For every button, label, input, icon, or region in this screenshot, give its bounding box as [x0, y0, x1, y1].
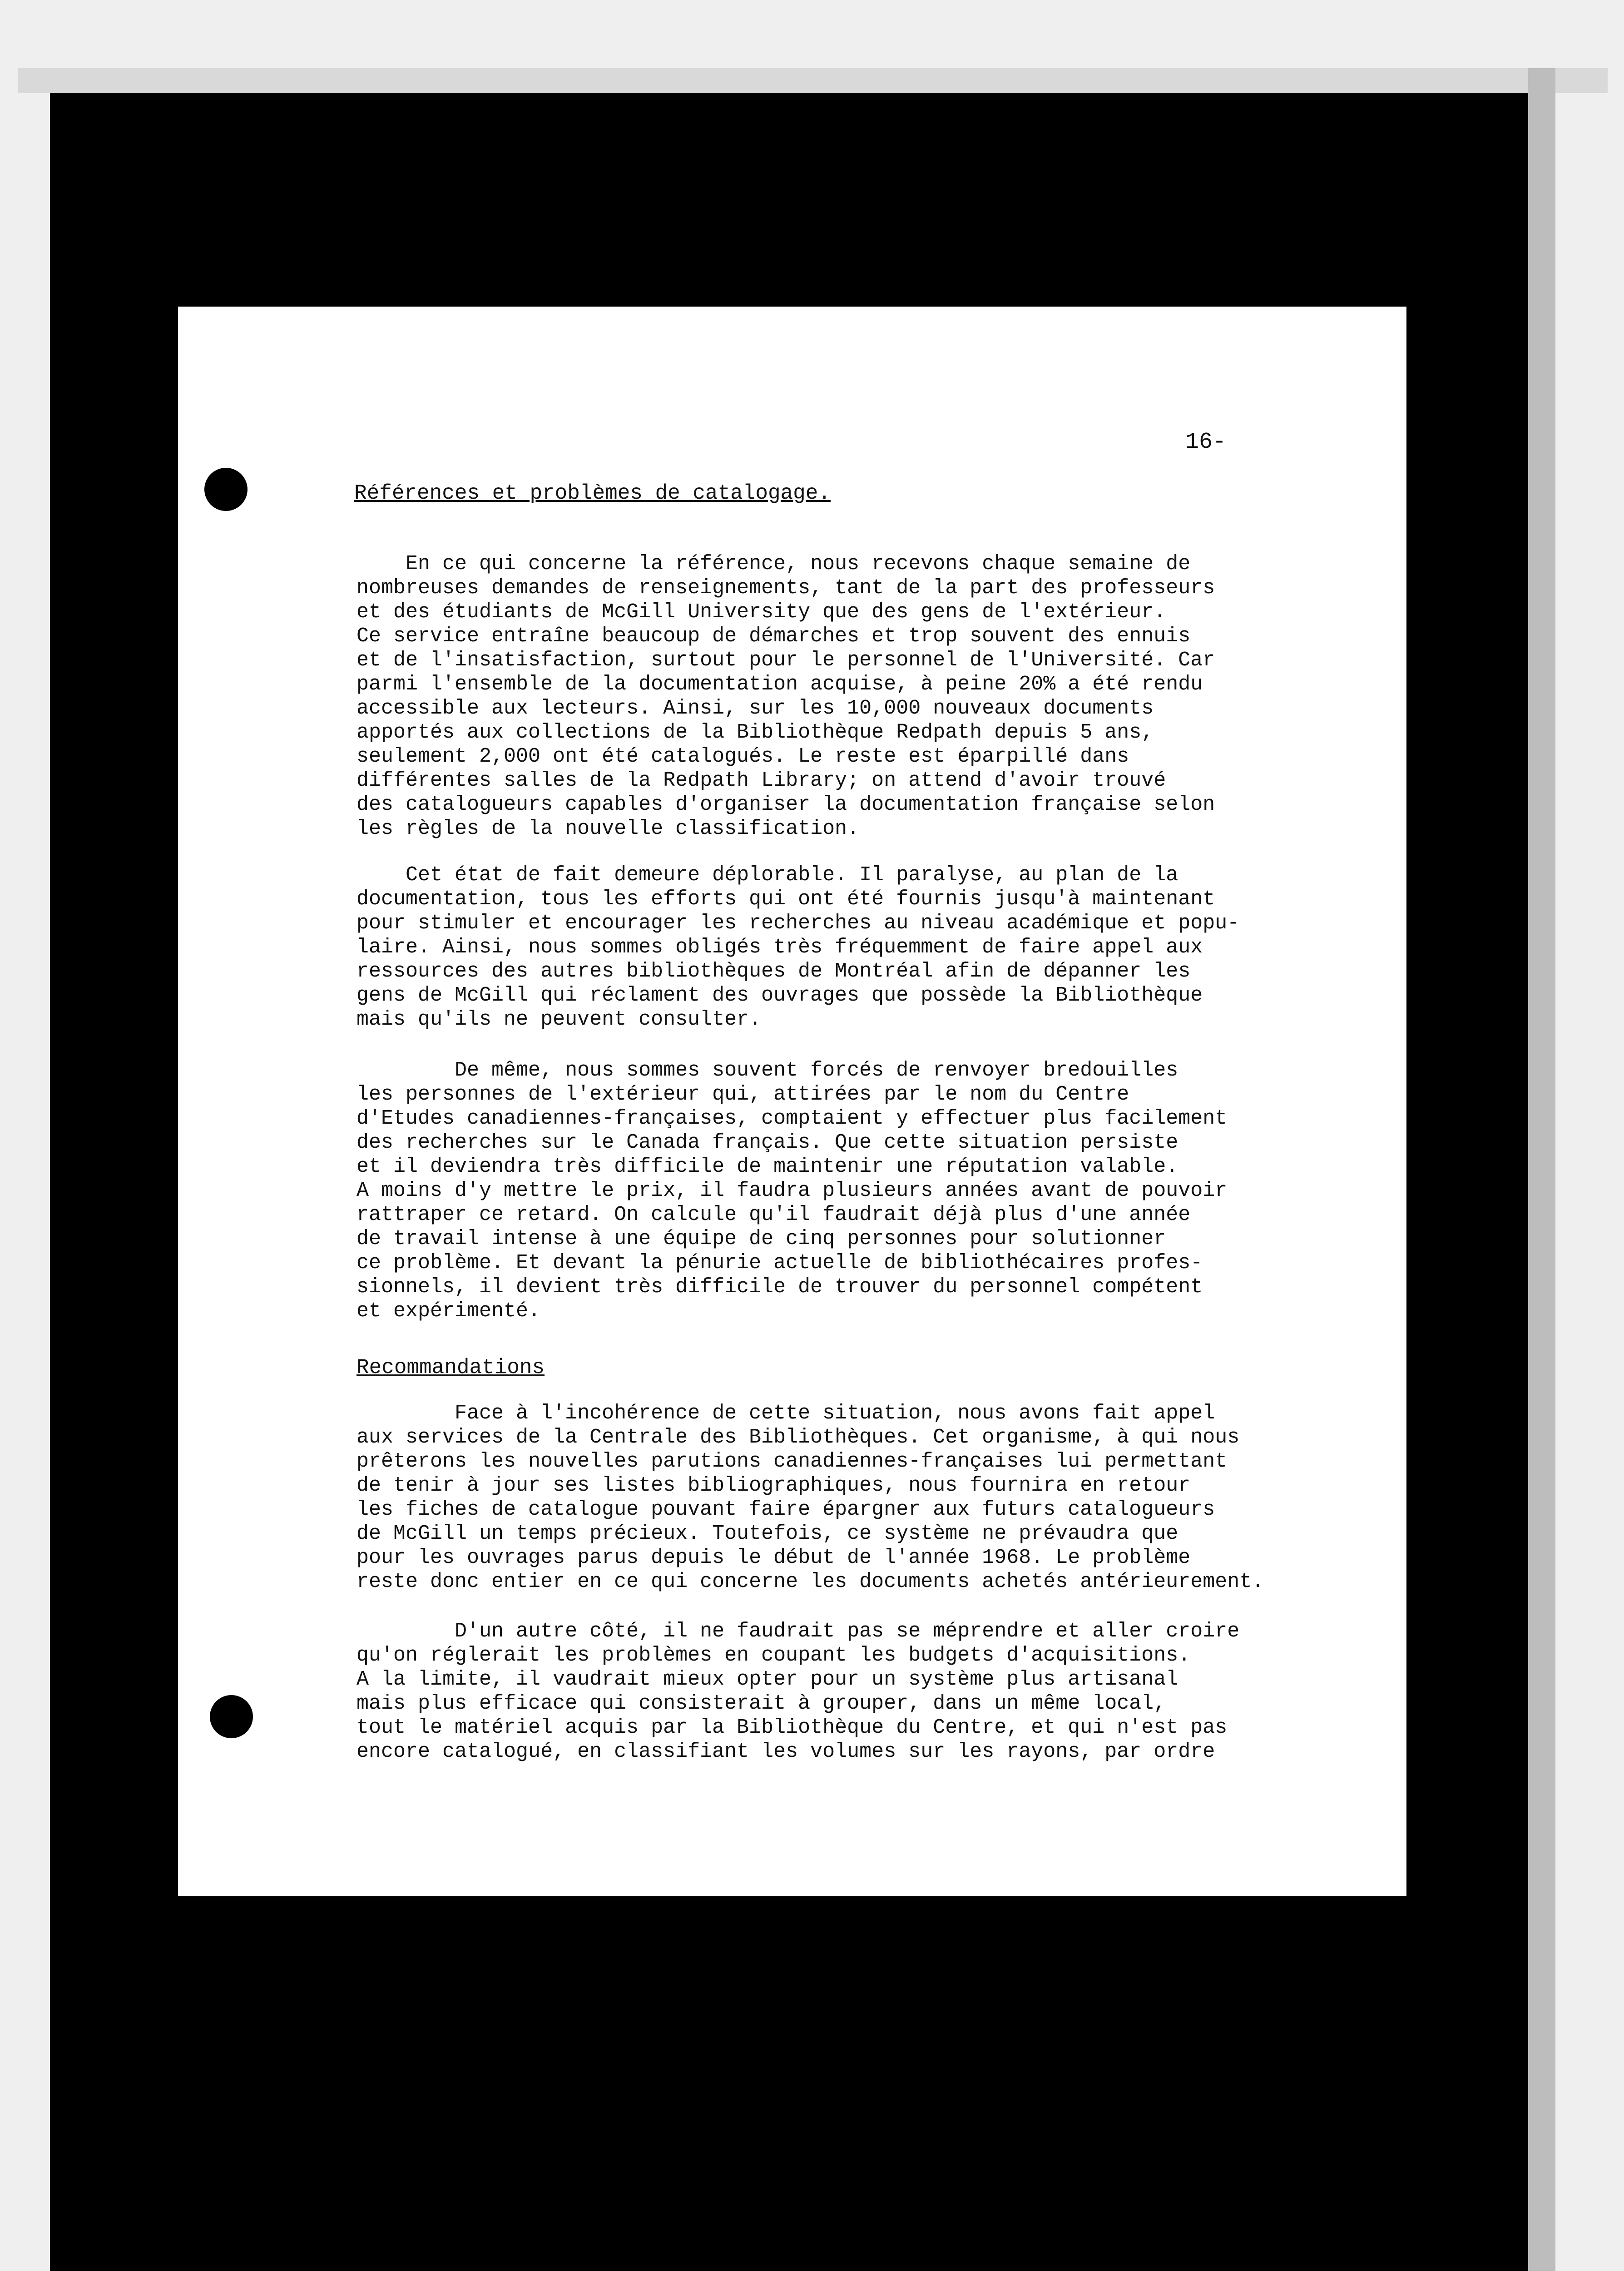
paragraph-budgets: D'un autre côté, il ne faudrait pas se méprendre et aller croire qu'on réglerait les problèmes en coupant les budgets d'acquisitions. A la limite, il vaudrait mieux opter pour un système plus artisanal mais plus efficace qui consisterait à grouper, dans un même local, tout le matériel acquis par la Bibliothèque du Centre, et qui n'est pas encore catalogué, en classifiant les volumes sur les rayons, par ordre: [356, 1620, 1240, 1763]
paragraph-centrale: Face à l'incohérence de cette situation, nous avons fait appel aux services de la Centrale des Bibliothèques. Cet organisme, à qui nous prêterons les nouvelles parutions canadiennes-françaises lui permettant de tenir à jour ses listes bibliographiques, nous fournira en retour les fiches de catalogue pouvant faire épargner aux futurs catalogueurs de McGill un temps précieux. Toutefois, ce système ne prévaudra que pour les ouvrages parus depuis le début de l'année 1968. Le problème reste donc entier en ce qui concerne les documents achetés antérieurement.: [356, 1402, 1264, 1593]
page-number: 16-: [1185, 429, 1227, 455]
film-top-edge: [18, 68, 1608, 93]
film-right-edge: [1528, 68, 1555, 2271]
paragraph-deplorable: Cet état de fait demeure déplorable. Il paralyse, au plan de la documentation, tous les efforts qui ont été fournis jusqu'à maintenant pour stimuler et encourager les recherches au niveau académique et popu- laire. Ainsi, nous sommes obligés très fréquemment de faire appel aux ressources des autres bibliothèques de Montréal afin de dépanner les gens de McGill qui réclament des ouvrages que possède la Bibliothèque mais qu'ils ne peuvent consulter.: [356, 863, 1240, 1031]
punch-hole-top: [204, 468, 248, 511]
punch-hole-bottom: [210, 1695, 253, 1738]
section-heading-recommandations: Recommandations: [356, 1356, 545, 1379]
section-heading-references: Références et problèmes de catalogage.: [354, 481, 831, 505]
paragraph-bredouilles: De même, nous sommes souvent forcés de renvoyer bredouilles les personnes de l'extérieur qui, attirées par le nom du Centre d'Etudes canadiennes-françaises, comptaient y effectuer plus facilement des recherches sur le Canada français. Que cette situation persiste et il deviendra très difficile de maintenir une réputation valable. A moins d'y mettre le prix, il faudra plusieurs années avant de pouvoir rattraper ce retard. On calcule qu'il faudrait déjà plus d'une année de travail intense à une équipe de cinq personnes pour solutionner ce problème. Et devant la pénurie actuelle de bibliothécaires profes- sionnels, il devient très difficile de trouver du personnel compétent et expérimenté.: [356, 1059, 1228, 1323]
paragraph-references: En ce qui concerne la référence, nous recevons chaque semaine de nombreuses demandes de renseignements, tant de la part des professeurs et des étudiants de McGill University que des gens de l'extérieur. Ce service entraîne beaucoup de démarches et trop souvent des ennuis et de l'insatisfaction, surtout pour le personnel de l'Université. Car parmi l'ensemble de la documentation acquise, à peine 20% a été rendu accessible aux lecteurs. Ainsi, sur les 10,000 nouveaux documents apportés aux collections de la Bibliothèque Redpath depuis 5 ans, seulement 2,000 ont été catalogués. Le reste est éparpillé dans différentes salles de la Redpath Library; on attend d'avoir trouvé des catalogueurs capables d'organiser la documentation française selon les règles de la nouvelle classification.: [356, 552, 1215, 840]
